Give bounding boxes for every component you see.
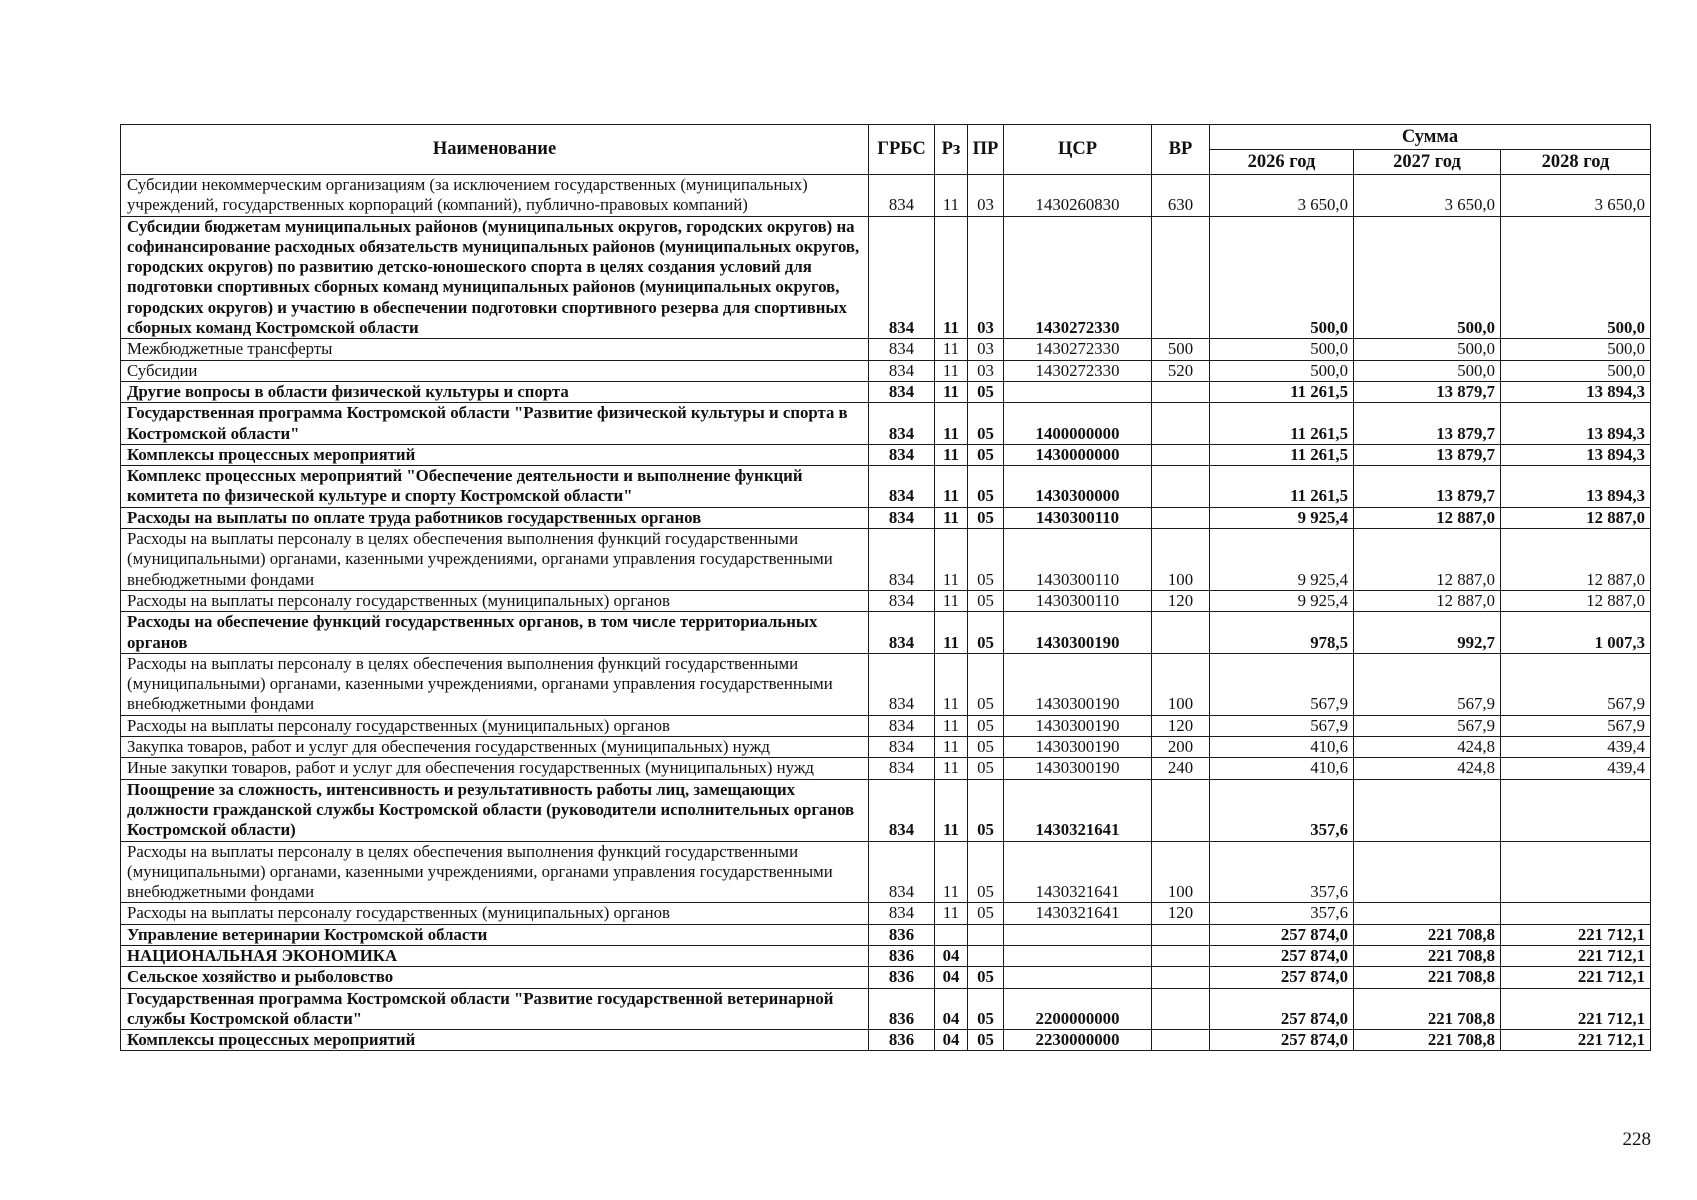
header-year-2027: 2027 год: [1354, 150, 1501, 175]
rz-cell: 11: [935, 360, 968, 381]
table-row: [121, 381, 1651, 402]
page-number: 228: [1622, 1129, 1651, 1150]
vr-cell: [1152, 988, 1210, 1030]
amount-2028-cell: 12 887,0: [1501, 590, 1651, 611]
pr-cell: 05: [968, 1030, 1004, 1051]
rz-cell: 11: [935, 529, 968, 591]
pr-cell: 03: [968, 339, 1004, 360]
rz-cell: 11: [935, 175, 968, 217]
header-year-2028: 2028 год: [1501, 150, 1651, 175]
table-row: [121, 924, 1651, 945]
pr-cell: 05: [968, 612, 1004, 654]
rz-cell: 11: [935, 841, 968, 903]
amount-2028-cell: 221 712,1: [1501, 988, 1651, 1030]
amount-2027-cell: 13 879,7: [1354, 444, 1501, 465]
amount-2028-cell: 3 650,0: [1501, 175, 1651, 217]
row-name-cell: Комплексы процессных мероприятий: [121, 1030, 869, 1051]
table-row: [121, 444, 1651, 465]
amount-2026-cell: 3 650,0: [1210, 175, 1354, 217]
pr-cell: [968, 945, 1004, 966]
csr-cell: 2230000000: [1004, 1030, 1152, 1051]
amount-2027-cell: 13 879,7: [1354, 466, 1501, 508]
header-grbs: ГРБС: [869, 125, 935, 175]
amount-2028-cell: 500,0: [1501, 339, 1651, 360]
csr-cell: [1004, 967, 1152, 988]
pr-cell: 05: [968, 779, 1004, 841]
vr-cell: [1152, 403, 1210, 445]
table-row: [121, 403, 1651, 445]
csr-cell: 1430321641: [1004, 779, 1152, 841]
amount-2026-cell: 11 261,5: [1210, 403, 1354, 445]
amount-2028-cell: 439,4: [1501, 758, 1651, 779]
vr-cell: 200: [1152, 737, 1210, 758]
csr-cell: 1430300000: [1004, 466, 1152, 508]
amount-2028-cell: 567,9: [1501, 715, 1651, 736]
row-name-cell: Расходы на выплаты персоналу государственных (муниципальных) органов: [121, 715, 869, 736]
amount-2028-cell: 13 894,3: [1501, 444, 1651, 465]
pr-cell: 05: [968, 444, 1004, 465]
pr-cell: 05: [968, 653, 1004, 715]
grbs-cell: 836: [869, 924, 935, 945]
grbs-cell: 834: [869, 466, 935, 508]
pr-cell: 05: [968, 507, 1004, 528]
vr-cell: [1152, 444, 1210, 465]
table-row: [121, 339, 1651, 360]
amount-2026-cell: 257 874,0: [1210, 945, 1354, 966]
csr-cell: 1430300110: [1004, 529, 1152, 591]
amount-2027-cell: 221 708,8: [1354, 988, 1501, 1030]
table-row: [121, 903, 1651, 924]
rz-cell: 11: [935, 715, 968, 736]
row-name-cell: Управление ветеринарии Костромской области: [121, 924, 869, 945]
grbs-cell: 834: [869, 758, 935, 779]
rz-cell: 11: [935, 216, 968, 339]
pr-cell: 05: [968, 841, 1004, 903]
rz-cell: 11: [935, 507, 968, 528]
row-name-cell: Государственная программа Костромской области "Развитие физической культуры и спорта в Костромской области": [121, 403, 869, 445]
rz-cell: 11: [935, 339, 968, 360]
grbs-cell: 834: [869, 403, 935, 445]
pr-cell: 05: [968, 758, 1004, 779]
amount-2027-cell: 424,8: [1354, 758, 1501, 779]
pr-cell: 05: [968, 903, 1004, 924]
row-name-cell: Комплексы процессных мероприятий: [121, 444, 869, 465]
rz-cell: 11: [935, 466, 968, 508]
row-name-cell: Комплекс процессных мероприятий "Обеспечение деятельности и выполнение функций комитета по физической культуре и спорту Костромской области": [121, 466, 869, 508]
amount-2027-cell: 424,8: [1354, 737, 1501, 758]
amount-2027-cell: 13 879,7: [1354, 381, 1501, 402]
table-row: [121, 360, 1651, 381]
csr-cell: 1430300110: [1004, 590, 1152, 611]
row-name-cell: Государственная программа Костромской области "Развитие государственной ветеринарной службы Костромской области": [121, 988, 869, 1030]
table-row: [121, 653, 1651, 715]
csr-cell: 1430272330: [1004, 360, 1152, 381]
pr-cell: [968, 924, 1004, 945]
header-year-2026: 2026 год: [1210, 150, 1354, 175]
amount-2026-cell: 357,6: [1210, 841, 1354, 903]
csr-cell: [1004, 381, 1152, 402]
amount-2027-cell: 3 650,0: [1354, 175, 1501, 217]
csr-cell: 1430272330: [1004, 339, 1152, 360]
csr-cell: 1430321641: [1004, 903, 1152, 924]
csr-cell: 1400000000: [1004, 403, 1152, 445]
row-name-cell: Расходы на выплаты персоналу государственных (муниципальных) органов: [121, 903, 869, 924]
vr-cell: [1152, 1030, 1210, 1051]
grbs-cell: 834: [869, 381, 935, 402]
row-name-cell: Сельское хозяйство и рыболовство: [121, 967, 869, 988]
vr-cell: 120: [1152, 903, 1210, 924]
csr-cell: [1004, 924, 1152, 945]
grbs-cell: 834: [869, 529, 935, 591]
amount-2027-cell: 500,0: [1354, 339, 1501, 360]
row-name-cell: Поощрение за сложность, интенсивность и результативность работы лиц, замещающих должности гражданской службы Костромской области (руководители исполнительных органов Костромской области): [121, 779, 869, 841]
grbs-cell: 834: [869, 737, 935, 758]
vr-cell: 240: [1152, 758, 1210, 779]
row-name-cell: Расходы на выплаты персоналу в целях обеспечения выполнения функций государственными (муниципальными) органами, казенными учреждениями, органами управления государственными внебюджетными фондами: [121, 529, 869, 591]
amount-2028-cell: 500,0: [1501, 360, 1651, 381]
table-row: [121, 216, 1651, 339]
row-name-cell: Расходы на выплаты персоналу государственных (муниципальных) органов: [121, 590, 869, 611]
rz-cell: 11: [935, 612, 968, 654]
vr-cell: [1152, 967, 1210, 988]
pr-cell: 05: [968, 737, 1004, 758]
amount-2027-cell: 992,7: [1354, 612, 1501, 654]
amount-2026-cell: 11 261,5: [1210, 444, 1354, 465]
grbs-cell: 836: [869, 988, 935, 1030]
csr-cell: 1430260830: [1004, 175, 1152, 217]
row-name-cell: Расходы на обеспечение функций государственных органов, в том числе территориальных органов: [121, 612, 869, 654]
vr-cell: [1152, 466, 1210, 508]
rz-cell: 04: [935, 967, 968, 988]
budget-table: [120, 124, 1651, 1051]
rz-cell: 11: [935, 444, 968, 465]
row-name-cell: Субсидии некоммерческим организациям (за исключением государственных (муниципальных) учреждений, государственных корпораций (компаний), публично-правовых компаний): [121, 175, 869, 217]
vr-cell: 500: [1152, 339, 1210, 360]
amount-2028-cell: 567,9: [1501, 653, 1651, 715]
vr-cell: [1152, 507, 1210, 528]
amount-2027-cell: [1354, 903, 1501, 924]
table-body: [121, 175, 1651, 1051]
row-name-cell: Субсидии бюджетам муниципальных районов (муниципальных округов, городских округов) на софинансирование расходных обязательств муниципальных районов (муниципальных округов, городских округов) по развитию детско-юношеского спорта в целях создания условий для подготовки спортивных сборных команд муниципальных районов (муниципальных округов, городских округов) и участию в обеспечении подготовки спортивного резерва для спортивных сборных команд Костромской области: [121, 216, 869, 339]
amount-2026-cell: 410,6: [1210, 758, 1354, 779]
header-vr: ВР: [1152, 125, 1210, 175]
rz-cell: 11: [935, 903, 968, 924]
amount-2027-cell: 567,9: [1354, 653, 1501, 715]
grbs-cell: 834: [869, 612, 935, 654]
amount-2026-cell: 9 925,4: [1210, 590, 1354, 611]
grbs-cell: 834: [869, 216, 935, 339]
amount-2027-cell: 13 879,7: [1354, 403, 1501, 445]
amount-2026-cell: 257 874,0: [1210, 967, 1354, 988]
amount-2027-cell: 12 887,0: [1354, 507, 1501, 528]
grbs-cell: 834: [869, 779, 935, 841]
amount-2026-cell: 9 925,4: [1210, 529, 1354, 591]
csr-cell: 1430000000: [1004, 444, 1152, 465]
amount-2027-cell: 221 708,8: [1354, 1030, 1501, 1051]
pr-cell: 03: [968, 216, 1004, 339]
table-row: [121, 175, 1651, 217]
amount-2026-cell: 357,6: [1210, 779, 1354, 841]
rz-cell: 11: [935, 381, 968, 402]
csr-cell: 1430300190: [1004, 737, 1152, 758]
amount-2028-cell: 221 712,1: [1501, 1030, 1651, 1051]
amount-2026-cell: 257 874,0: [1210, 924, 1354, 945]
grbs-cell: 834: [869, 175, 935, 217]
vr-cell: [1152, 216, 1210, 339]
grbs-cell: 834: [869, 903, 935, 924]
header-pr: ПР: [968, 125, 1004, 175]
amount-2028-cell: 500,0: [1501, 216, 1651, 339]
table-row: [121, 529, 1651, 591]
amount-2026-cell: 410,6: [1210, 737, 1354, 758]
rz-cell: 04: [935, 1030, 968, 1051]
rz-cell: 11: [935, 737, 968, 758]
amount-2028-cell: 1 007,3: [1501, 612, 1651, 654]
amount-2026-cell: 500,0: [1210, 360, 1354, 381]
csr-cell: 1430272330: [1004, 216, 1152, 339]
table-row: [121, 590, 1651, 611]
vr-cell: 100: [1152, 529, 1210, 591]
amount-2027-cell: 221 708,8: [1354, 924, 1501, 945]
pr-cell: 05: [968, 403, 1004, 445]
amount-2028-cell: [1501, 841, 1651, 903]
vr-cell: [1152, 924, 1210, 945]
vr-cell: 100: [1152, 653, 1210, 715]
pr-cell: 05: [968, 529, 1004, 591]
rz-cell: 04: [935, 988, 968, 1030]
amount-2028-cell: 13 894,3: [1501, 466, 1651, 508]
table-row: [121, 1030, 1651, 1051]
amount-2027-cell: 12 887,0: [1354, 529, 1501, 591]
vr-cell: 100: [1152, 841, 1210, 903]
table-row: [121, 945, 1651, 966]
amount-2027-cell: 12 887,0: [1354, 590, 1501, 611]
amount-2027-cell: [1354, 779, 1501, 841]
amount-2028-cell: 221 712,1: [1501, 924, 1651, 945]
table-row: [121, 988, 1651, 1030]
pr-cell: 05: [968, 466, 1004, 508]
amount-2027-cell: 500,0: [1354, 360, 1501, 381]
amount-2028-cell: 12 887,0: [1501, 529, 1651, 591]
vr-cell: 120: [1152, 590, 1210, 611]
rz-cell: 04: [935, 945, 968, 966]
grbs-cell: 836: [869, 1030, 935, 1051]
rz-cell: 11: [935, 653, 968, 715]
amount-2026-cell: 257 874,0: [1210, 988, 1354, 1030]
grbs-cell: 834: [869, 715, 935, 736]
row-name-cell: Расходы на выплаты по оплате труда работников государственных органов: [121, 507, 869, 528]
amount-2026-cell: 257 874,0: [1210, 1030, 1354, 1051]
amount-2026-cell: 357,6: [1210, 903, 1354, 924]
vr-cell: [1152, 945, 1210, 966]
csr-cell: 1430300190: [1004, 715, 1152, 736]
header-csr: ЦСР: [1004, 125, 1152, 175]
grbs-cell: 834: [869, 653, 935, 715]
csr-cell: 1430300190: [1004, 653, 1152, 715]
vr-cell: 630: [1152, 175, 1210, 217]
amount-2026-cell: 978,5: [1210, 612, 1354, 654]
row-name-cell: Закупка товаров, работ и услуг для обеспечения государственных (муниципальных) нужд: [121, 737, 869, 758]
pr-cell: 05: [968, 381, 1004, 402]
row-name-cell: Другие вопросы в области физической культуры и спорта: [121, 381, 869, 402]
vr-cell: 520: [1152, 360, 1210, 381]
row-name-cell: Расходы на выплаты персоналу в целях обеспечения выполнения функций государственными (муниципальными) органами, казенными учреждениями, органами управления государственными внебюджетными фондами: [121, 653, 869, 715]
amount-2026-cell: 11 261,5: [1210, 466, 1354, 508]
vr-cell: [1152, 779, 1210, 841]
row-name-cell: Субсидии: [121, 360, 869, 381]
amount-2028-cell: 12 887,0: [1501, 507, 1651, 528]
amount-2028-cell: 13 894,3: [1501, 403, 1651, 445]
csr-cell: 1430300190: [1004, 612, 1152, 654]
grbs-cell: 834: [869, 507, 935, 528]
grbs-cell: 836: [869, 945, 935, 966]
csr-cell: 1430300190: [1004, 758, 1152, 779]
amount-2028-cell: [1501, 779, 1651, 841]
table-row: [121, 737, 1651, 758]
pr-cell: 05: [968, 988, 1004, 1030]
amount-2026-cell: 11 261,5: [1210, 381, 1354, 402]
grbs-cell: 836: [869, 967, 935, 988]
amount-2028-cell: 221 712,1: [1501, 945, 1651, 966]
table-row: [121, 612, 1651, 654]
csr-cell: [1004, 945, 1152, 966]
row-name-cell: Расходы на выплаты персоналу в целях обеспечения выполнения функций государственными (муниципальными) органами, казенными учреждениями, органами управления государственными внебюджетными фондами: [121, 841, 869, 903]
row-name-cell: Межбюджетные трансферты: [121, 339, 869, 360]
csr-cell: 1430321641: [1004, 841, 1152, 903]
amount-2026-cell: 500,0: [1210, 339, 1354, 360]
pr-cell: 03: [968, 360, 1004, 381]
table-row: [121, 466, 1651, 508]
grbs-cell: 834: [869, 339, 935, 360]
amount-2026-cell: 500,0: [1210, 216, 1354, 339]
table-row: [121, 967, 1651, 988]
table-row: [121, 758, 1651, 779]
grbs-cell: 834: [869, 841, 935, 903]
row-name-cell: Иные закупки товаров, работ и услуг для обеспечения государственных (муниципальных) нужд: [121, 758, 869, 779]
csr-cell: 1430300110: [1004, 507, 1152, 528]
grbs-cell: 834: [869, 590, 935, 611]
table-row: [121, 715, 1651, 736]
row-name-cell: НАЦИОНАЛЬНАЯ ЭКОНОМИКА: [121, 945, 869, 966]
table-row: [121, 507, 1651, 528]
table-row: [121, 841, 1651, 903]
rz-cell: 11: [935, 403, 968, 445]
rz-cell: [935, 924, 968, 945]
vr-cell: 120: [1152, 715, 1210, 736]
amount-2028-cell: 439,4: [1501, 737, 1651, 758]
header-rz: Рз: [935, 125, 968, 175]
amount-2028-cell: 13 894,3: [1501, 381, 1651, 402]
amount-2028-cell: [1501, 903, 1651, 924]
pr-cell: 05: [968, 967, 1004, 988]
pr-cell: 05: [968, 715, 1004, 736]
amount-2026-cell: 9 925,4: [1210, 507, 1354, 528]
rz-cell: 11: [935, 758, 968, 779]
header-sum: Сумма: [1210, 125, 1651, 150]
amount-2027-cell: [1354, 841, 1501, 903]
amount-2027-cell: 221 708,8: [1354, 967, 1501, 988]
vr-cell: [1152, 381, 1210, 402]
amount-2027-cell: 221 708,8: [1354, 945, 1501, 966]
csr-cell: 2200000000: [1004, 988, 1152, 1030]
amount-2026-cell: 567,9: [1210, 653, 1354, 715]
vr-cell: [1152, 612, 1210, 654]
amount-2027-cell: 500,0: [1354, 216, 1501, 339]
rz-cell: 11: [935, 590, 968, 611]
pr-cell: 03: [968, 175, 1004, 217]
grbs-cell: 834: [869, 444, 935, 465]
header-name: Наименование: [121, 125, 869, 175]
amount-2026-cell: 567,9: [1210, 715, 1354, 736]
amount-2027-cell: 567,9: [1354, 715, 1501, 736]
table-row: [121, 779, 1651, 841]
rz-cell: 11: [935, 779, 968, 841]
pr-cell: 05: [968, 590, 1004, 611]
amount-2028-cell: 221 712,1: [1501, 967, 1651, 988]
grbs-cell: 834: [869, 360, 935, 381]
header-row: [121, 125, 1651, 150]
